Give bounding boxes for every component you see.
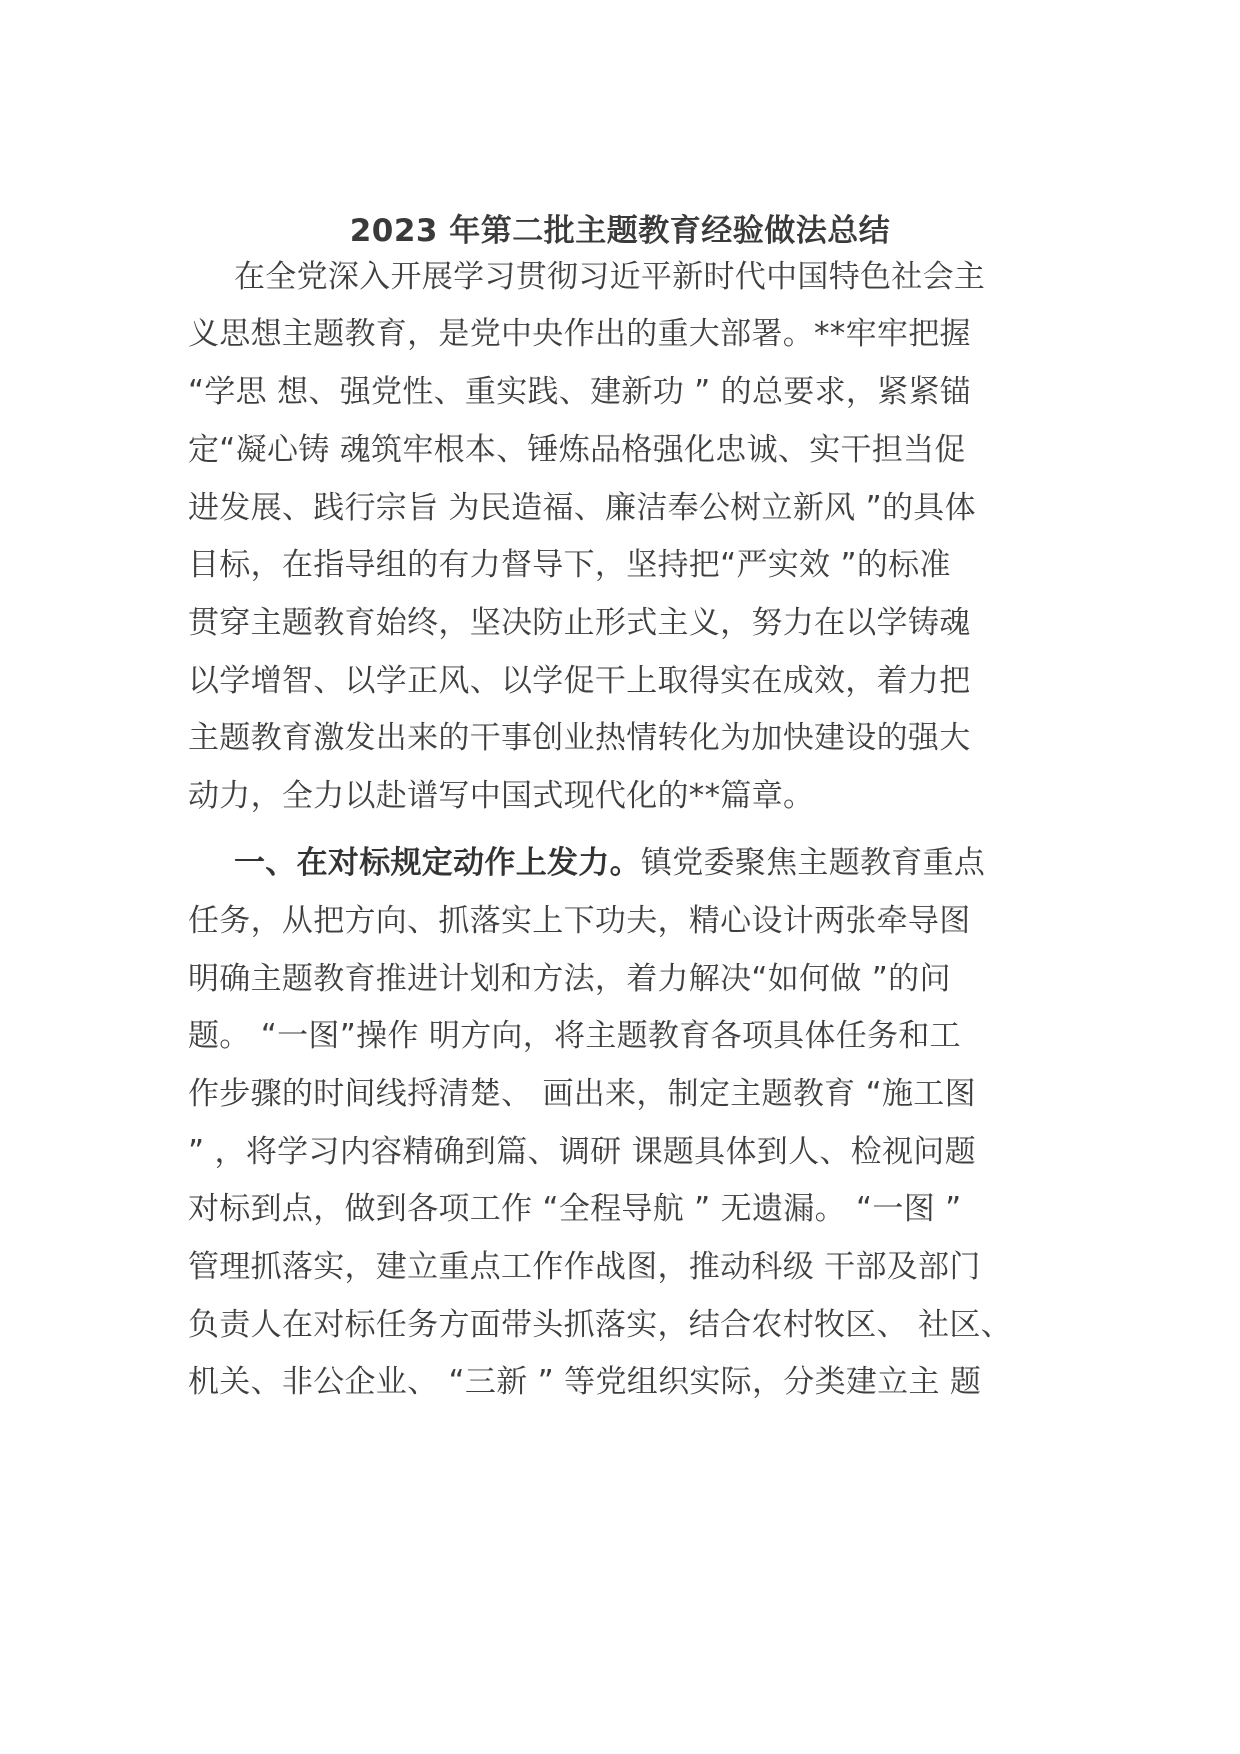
paragraph-2-line-1 <box>234 843 985 883</box>
section-heading-continuation: 镇党委聚焦主题教育重点 <box>640 845 986 881</box>
paragraph-2-line-10: 机关、非公企业、 “三新 ” 等党组织实际，分类建立主 题 <box>188 1364 982 1400</box>
paragraph-2-line-9: 负责人在对标任务方面带头抓落实，结合农村牧区、 社区、 <box>188 1307 1012 1343</box>
paragraph-1-line-6: 目标，在指导组的有力督导下，坚持把“严实效 ”的标准 <box>188 547 951 583</box>
paragraph-1-line-4: 定“凝心铸 魂筑牢根本、锤炼品格强化忠诚、实干担当促 <box>188 432 966 468</box>
paragraph-2-line-6: ” ，将学习内容精确到篇、调研 课题具体到人、检视问题 <box>188 1134 976 1170</box>
paragraph-1-line-2: 义思想主题教育，是党中央作出的重大部署。**牢牢把握 <box>188 316 971 352</box>
paragraph-1-line-9: 主题教育激发出来的干事创业热情转化为加快建设的强大 <box>188 720 971 756</box>
paragraph-2-line-5: 作步骤的时间线捋清楚、 画出来，制定主题教育 “施工图 <box>188 1076 976 1112</box>
paragraph-1-line-10: 动力，全力以赴谱写中国式现代化的**篇章。 <box>188 778 815 814</box>
section-heading: 一、在对标规定动作上发力。 <box>234 845 641 881</box>
paragraph-2-line-4: 题。 “一图”操作 明方向，将主题教育各项具体任务和工 <box>188 1018 961 1054</box>
paragraph-1-line-8: 以学增智、以学正风、以学促干上取得实在成效，着力把 <box>188 663 971 699</box>
paragraph-2-line-7: 对标到点，做到各项工作 “全程导航 ” 无遗漏。 “一图 ” <box>188 1191 962 1227</box>
paragraph-2-line-8: 管理抓落实，建立重点工作作战图，推动科级 干部及部门 <box>188 1249 981 1285</box>
paragraph-1-line-1: 在全党深入开展学习贯彻习近平新时代中国特色社会主 <box>234 259 986 295</box>
paragraph-2-line-2: 任务，从把方向、抓落实上下功夫，精心设计两张牵导图 <box>188 903 971 939</box>
document-title: 2023 年第二批主题教育经验做法总结 <box>349 213 891 249</box>
paragraph-1-line-7: 贯穿主题教育始终，坚决防止形式主义，努力在以学铸魂 <box>188 605 971 641</box>
paragraph-1-line-3: “学思 想、强党性、重实践、建新功 ” 的总要求，紧紧锚 <box>188 374 972 410</box>
paragraph-1-line-5: 进发展、践行宗旨 为民造福、廉洁奉公树立新风 ”的具体 <box>188 490 976 526</box>
paragraph-2-line-3: 明确主题教育推进计划和方法，着力解决“如何做 ”的问 <box>188 961 951 997</box>
